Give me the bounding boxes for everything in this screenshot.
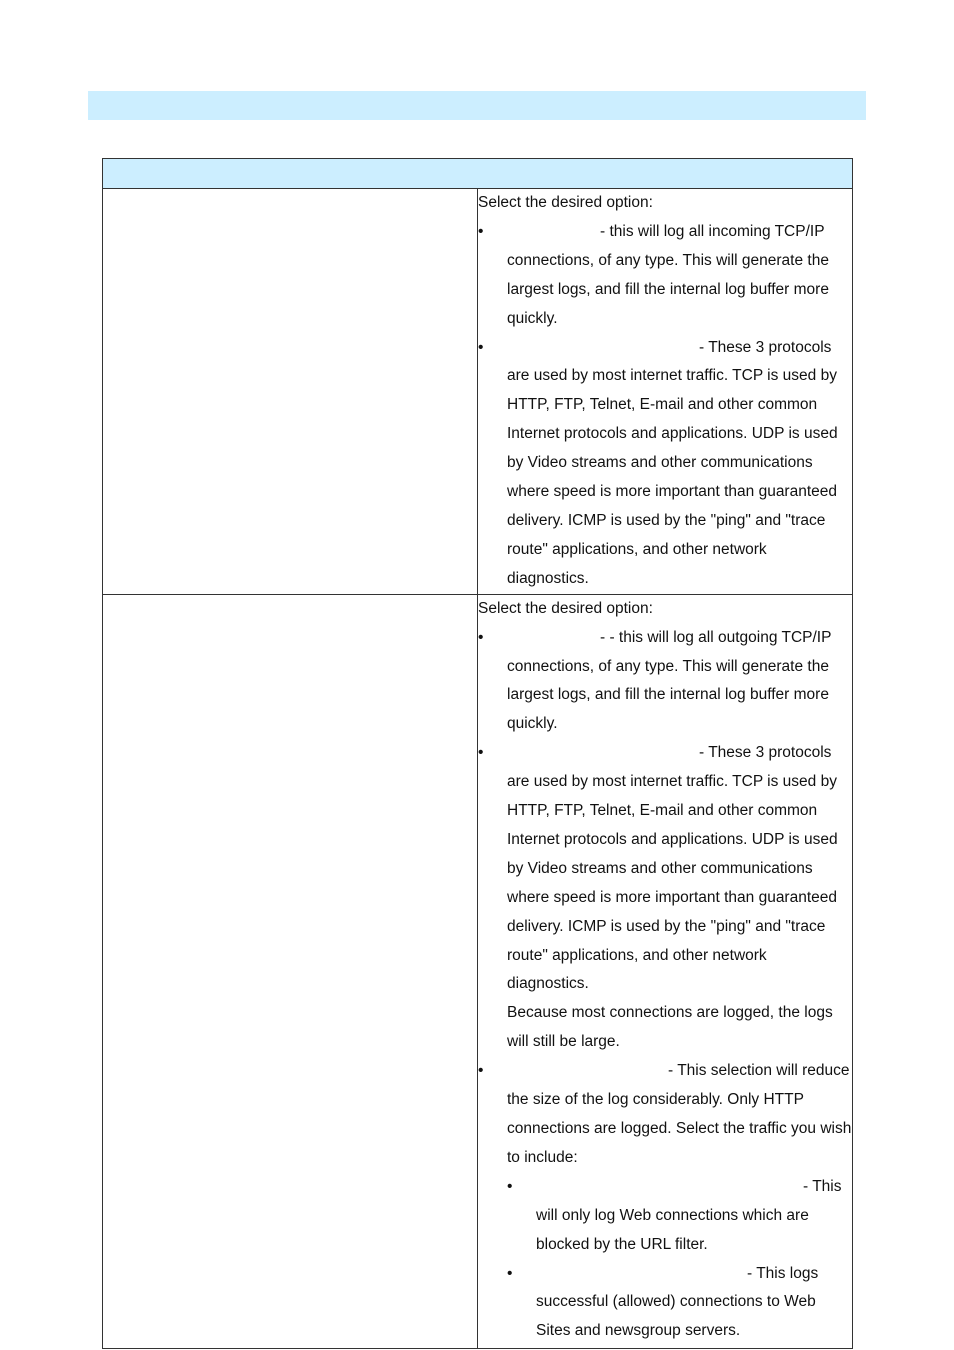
log-options-table bbox=[102, 158, 853, 1349]
option-description: - These 3 protocols are used by most internet traffic. TCP is used by HTTP, FTP, Telnet, E-mail and other common Internet protocols and applications. UDP is used by Video streams and other communications where speed is more important than guaranteed delivery. ICMP is used by the "ping" and "trace route" applications, and other network diagnostics. bbox=[507, 744, 838, 993]
option-description: - This will only log Web connections which are blocked by the URL filter. bbox=[536, 1177, 842, 1253]
option-note: Because most connections are logged, the logs will still be large. bbox=[507, 1004, 833, 1051]
option-list bbox=[478, 624, 852, 1347]
option-list bbox=[478, 218, 852, 594]
row-label-cell bbox=[103, 594, 478, 1349]
list-item bbox=[478, 334, 852, 594]
intro-text: Select the desired option: bbox=[478, 599, 653, 617]
option-description: - This logs successful (allowed) connections to Web Sites and newsgroup servers. bbox=[536, 1264, 819, 1340]
list-item bbox=[507, 1173, 852, 1260]
list-item bbox=[507, 1260, 852, 1347]
list-item bbox=[478, 218, 852, 334]
option-description: - These 3 protocols are used by most internet traffic. TCP is used by HTTP, FTP, Telnet, E-mail and other common Internet protocols and applications. UDP is used by Video streams and other communications where speed is more important than guaranteed delivery. ICMP is used by the "ping" and "trace route" applications, and other network diagnostics. bbox=[507, 338, 838, 587]
list-item bbox=[478, 739, 852, 1057]
option-description: - - this will log all outgoing TCP/IP connections, of any type. This will generate the largest logs, and fill the internal log buffer more quickly. bbox=[507, 628, 832, 733]
intro-text: Select the desired option: bbox=[478, 194, 653, 211]
table-header-row bbox=[103, 159, 853, 189]
option-description: - This selection will reduce the size of the log considerably. Only HTTP connections are logged. Select the traffic you wish to include: bbox=[507, 1062, 852, 1166]
section-header-band bbox=[88, 91, 866, 120]
table-row bbox=[103, 594, 853, 1349]
table-header-cell bbox=[103, 159, 853, 189]
cell-bottom-pad bbox=[478, 1346, 852, 1348]
list-item bbox=[478, 1057, 852, 1346]
table-row bbox=[103, 189, 853, 595]
option-description: - this will log all incoming TCP/IP connections, of any type. This will generate the largest logs, and fill the internal log buffer more quickly. bbox=[507, 222, 829, 327]
sub-option-list bbox=[507, 1173, 852, 1346]
row-label-cell bbox=[103, 189, 478, 595]
row-description-cell bbox=[478, 594, 853, 1349]
row-description-cell bbox=[478, 189, 853, 595]
list-item bbox=[478, 624, 852, 740]
